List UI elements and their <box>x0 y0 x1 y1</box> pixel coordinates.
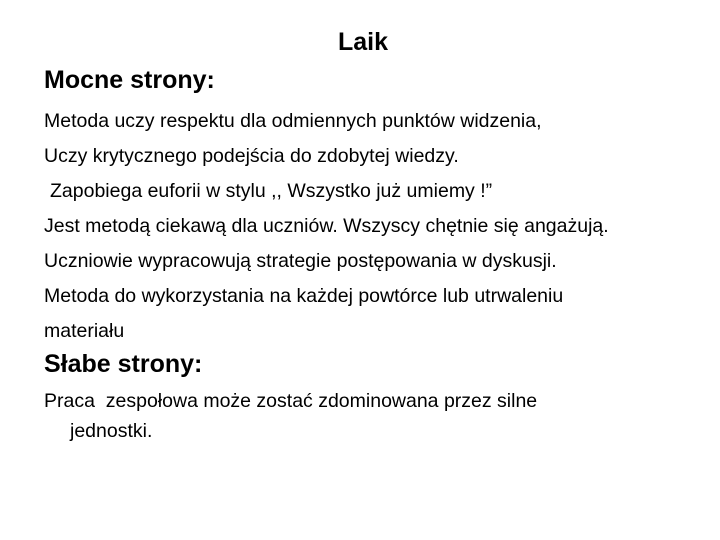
strengths-list <box>44 104 609 349</box>
strength-item: Metoda uczy respektu dla odmiennych punktów widzenia, <box>44 110 542 132</box>
weaknesses-heading: Słabe strony: <box>44 350 203 378</box>
weakness-item: jednostki. <box>70 420 153 442</box>
weaknesses-list <box>44 386 537 446</box>
strength-item: Metoda do wykorzystania na każdej powtórce lub utrwaleniu <box>44 285 564 307</box>
strength-item: Jest metodą ciekawą dla uczniów. Wszyscy chętnie się angażują. <box>44 215 609 237</box>
strengths-heading: Mocne strony: <box>44 66 215 94</box>
strength-item: Uczniowie wypracowują strategie postępowania w dyskusji. <box>44 250 557 272</box>
strength-item: materiału <box>44 320 125 342</box>
slide-title: Laik <box>338 28 389 56</box>
weakness-item: Praca zespołowa może zostać zdominowana przez silne <box>44 390 538 412</box>
strength-item: Zapobiega euforii w stylu ,, Wszystko już umiemy !” <box>50 180 493 202</box>
strength-item: Uczy krytycznego podejścia do zdobytej wiedzy. <box>44 145 459 167</box>
